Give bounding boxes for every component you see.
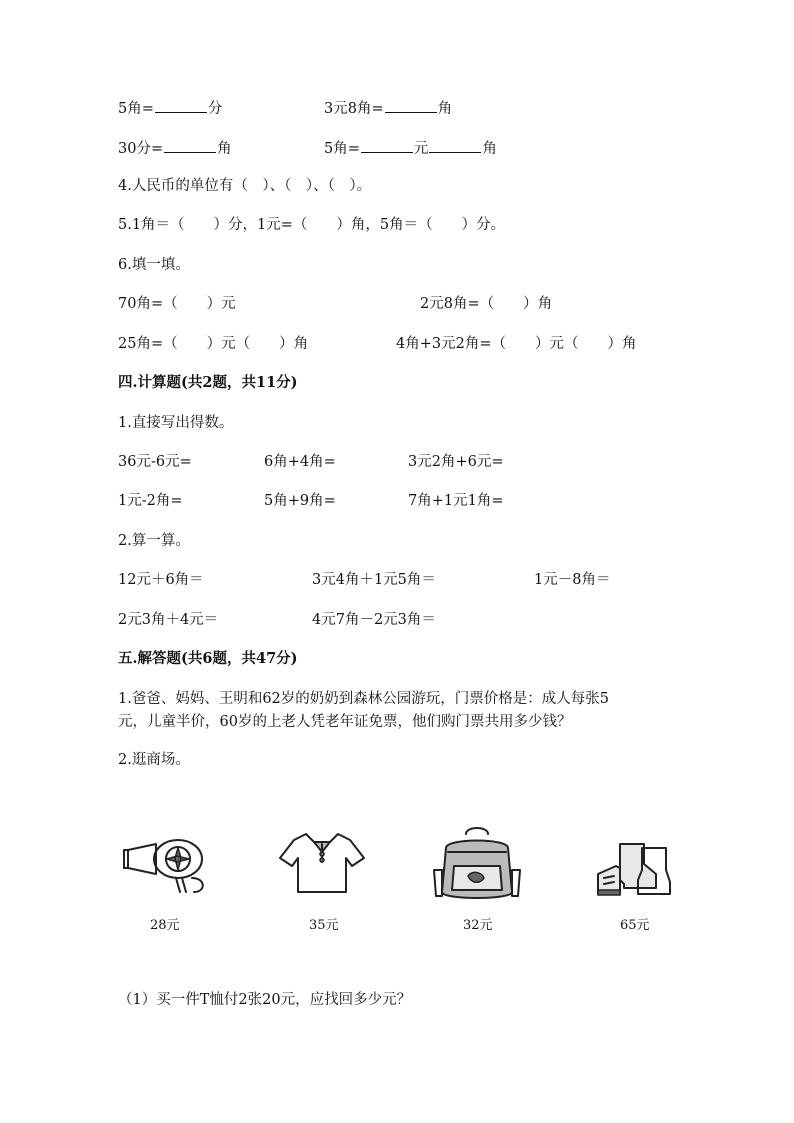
- blank[interactable]: [385, 97, 437, 113]
- text: 5角=: [118, 101, 154, 117]
- text: 5角=: [324, 141, 360, 157]
- text: 3元8角=: [324, 101, 384, 117]
- price-label: 65元: [620, 918, 650, 933]
- blank[interactable]: [361, 137, 413, 153]
- text: 角: [217, 141, 232, 157]
- fill-row-1a: [118, 97, 222, 119]
- hair-dryer-icon: [120, 834, 212, 896]
- q6-item: 70角=（ ）元: [118, 296, 236, 312]
- question-6: 6.填一填。: [118, 257, 190, 273]
- calc-item: 12元＋6角＝: [118, 572, 204, 588]
- sec5-q1-line2: 元，儿童半价，60岁的上老人凭老年证免票，他们购门票共用多少钱？: [118, 714, 572, 730]
- section-5-title: 五.解答题(共6题，共47分): [118, 650, 298, 667]
- q6-item: 2元8角=（ ）角: [420, 296, 553, 312]
- text: 30分=: [118, 141, 164, 157]
- blank[interactable]: [155, 97, 207, 113]
- fill-row-2b: [324, 137, 497, 159]
- backpack-icon: [432, 826, 522, 904]
- fill-row-1b: [324, 97, 452, 119]
- price-label: 35元: [309, 918, 339, 933]
- calc-item: 6角+4角=: [264, 454, 336, 470]
- sec4-question-2: 2.算一算。: [118, 533, 190, 549]
- calc-item: 5角+9角=: [264, 493, 336, 509]
- text: 角: [482, 141, 497, 157]
- q6-item: 25角=（ ）元（ ）角: [118, 336, 309, 352]
- calc-item: 36元-6元=: [118, 454, 192, 470]
- text: 分: [207, 101, 223, 117]
- text: 角: [437, 101, 453, 117]
- blank[interactable]: [429, 137, 481, 153]
- section-4-title: 四.计算题(共2题，共11分): [118, 374, 298, 391]
- boots-icon: [594, 840, 674, 900]
- sec5-question-2: 2.逛商场。: [118, 752, 190, 768]
- calc-item: 4元7角－2元3角＝: [312, 612, 436, 628]
- text: 元: [413, 141, 429, 157]
- calc-item: 3元2角+6元=: [408, 454, 504, 470]
- question-4: 4.人民币的单位有（ ）、（ ）、（ ）。: [118, 178, 372, 194]
- question-5: 5.1角＝（ ）分，1元=（ ）角，5角＝（ ）分。: [118, 217, 506, 233]
- blank[interactable]: [164, 137, 216, 153]
- calc-item: 3元4角＋1元5角＝: [312, 572, 436, 588]
- calc-item: 1元-2角=: [118, 493, 183, 509]
- price-label: 28元: [150, 918, 180, 933]
- calc-item: 2元3角＋4元＝: [118, 612, 219, 628]
- price-label: 32元: [463, 918, 493, 933]
- t-shirt-icon: [278, 830, 366, 896]
- calc-item: 7角+1元1角=: [408, 493, 504, 509]
- sec4-question-1: 1.直接写出得数。: [118, 415, 234, 431]
- q6-item: 4角+3元2角=（ ）元（ ）角: [396, 336, 637, 352]
- sec5-q1-line1: 1.爸爸、妈妈、王明和62岁的奶奶到森林公园游玩，门票价格是：成人每张5: [118, 691, 610, 707]
- sec5-sub-question-1: （1）买一件T恤付2张20元，应找回多少元？: [118, 992, 412, 1008]
- calc-item: 1元－8角＝: [534, 572, 611, 588]
- fill-row-2a: [118, 137, 232, 159]
